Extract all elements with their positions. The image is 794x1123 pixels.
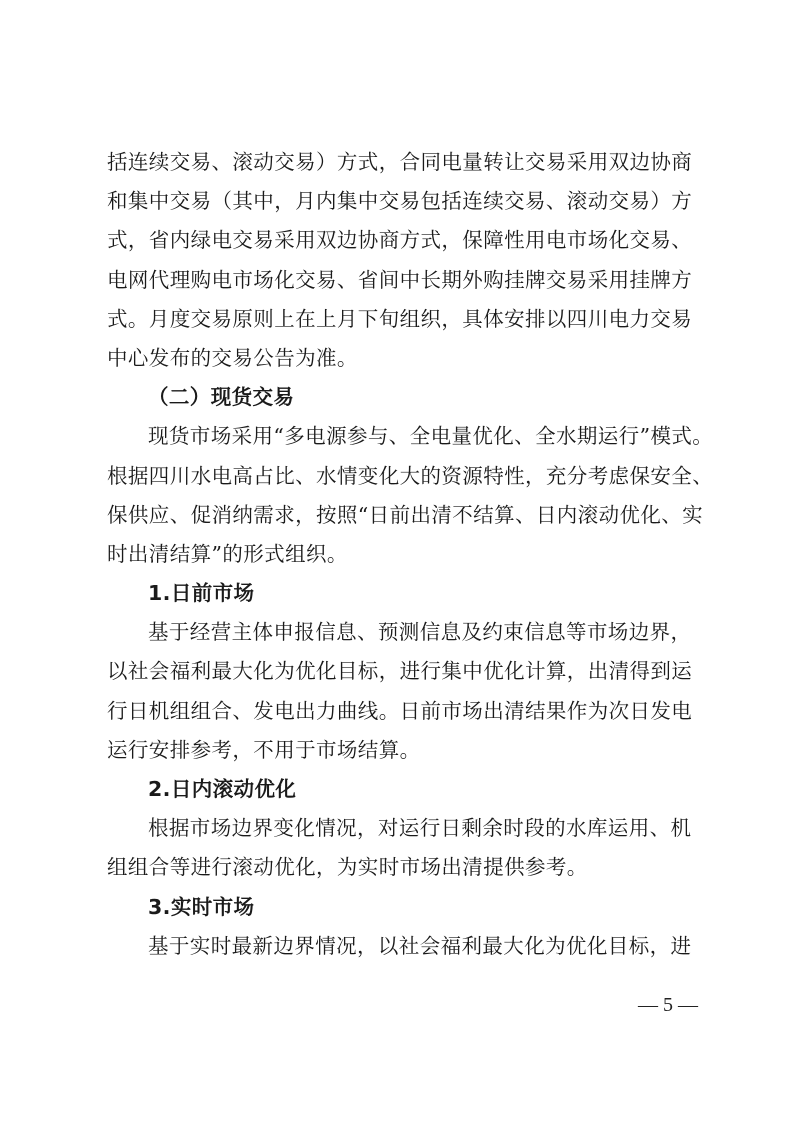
paragraph-line: 现货市场采用“多电源参与、全电量优化、全水期运行”模式。 <box>148 424 714 449</box>
paragraph-line: 式，省内绿电交易采用双边协商方式，保障性用电市场化交易、 <box>107 228 693 253</box>
paragraph-line: 根据四川水电高占比、水情变化大的资源特性，充分考虑保安全、 <box>107 463 714 488</box>
paragraph-line: 保供应、促消纳需求，按照“日前出清不结算、日内滚动优化、实 <box>107 502 704 527</box>
subheading-day-ahead-market: 1.日前市场 <box>148 581 255 606</box>
paragraph-line: 根据市场边界变化情况，对运行日剩余时段的水库运用、机 <box>148 816 692 841</box>
paragraph-line: 行日机组组合、发电出力曲线。日前市场出清结果作为次日发电 <box>107 698 693 723</box>
subheading-real-time-market: 3.实时市场 <box>148 894 255 919</box>
paragraph-line: 组组合等进行滚动优化，为实时市场出清提供参考。 <box>107 855 588 880</box>
subheading-intraday-rolling: 2.日内滚动优化 <box>148 777 297 801</box>
section-heading-spot-trading: （二）现货交易 <box>148 385 295 410</box>
page-number: — 5 — <box>638 994 698 1016</box>
paragraph-line: 基于经营主体申报信息、预测信息及约束信息等市场边界， <box>148 620 692 645</box>
paragraph-line: 式。月度交易原则上在上月下旬组织，具体安排以四川电力交易 <box>107 306 693 331</box>
paragraph-line: 运行安排参考，不用于市场结算。 <box>107 737 421 762</box>
paragraph-line: 时出清结算”的形式组织。 <box>107 541 348 566</box>
paragraph-line: 以社会福利最大化为优化目标，进行集中优化计算，出清得到运 <box>107 659 693 684</box>
paragraph-line: 和集中交易（其中，月内集中交易包括连续交易、滚动交易）方 <box>107 189 693 214</box>
document-page-body <box>107 143 714 966</box>
paragraph-line: 括连续交易、滚动交易）方式，合同电量转让交易采用双边协商 <box>107 150 693 174</box>
paragraph-line: 电网代理购电市场化交易、省间中长期外购挂牌交易采用挂牌方 <box>107 267 693 292</box>
paragraph-line: 中心发布的交易公告为准。 <box>107 345 358 370</box>
paragraph-line: 基于实时最新边界情况，以社会福利最大化为优化目标，进 <box>148 933 692 958</box>
